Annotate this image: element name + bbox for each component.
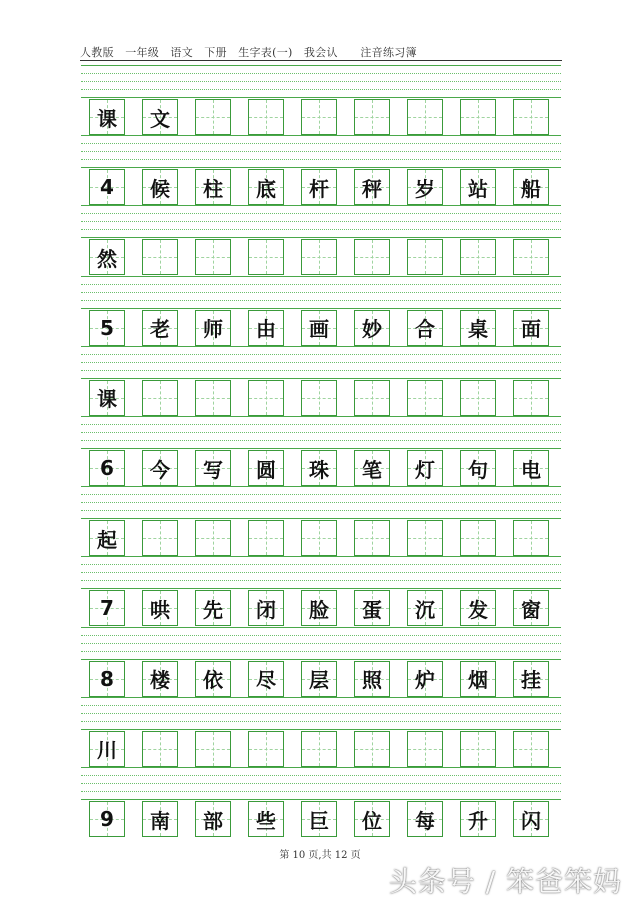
practice-row xyxy=(81,416,561,486)
tian-cell xyxy=(142,520,178,556)
lesson-number: 6 xyxy=(100,456,114,480)
tian-cell xyxy=(407,590,443,626)
character: 课 xyxy=(97,106,117,131)
tian-cell xyxy=(407,310,443,346)
pinyin-band xyxy=(81,346,561,378)
tian-cell xyxy=(301,801,337,837)
pinyin-band xyxy=(81,556,561,588)
tian-cell xyxy=(248,380,284,416)
tian-cell xyxy=(354,169,390,205)
tian-cell xyxy=(142,310,178,346)
tian-cell xyxy=(195,450,231,486)
tian-grid-row xyxy=(81,239,561,275)
character xyxy=(461,240,495,274)
tian-cell xyxy=(407,169,443,205)
character: 巨 xyxy=(309,808,329,833)
page-header: 人教版 一年级 语文 下册 生字表(一) 我会认 注音练习簿 xyxy=(80,46,417,59)
character: 珠 xyxy=(309,457,329,482)
tian-cell xyxy=(248,731,284,767)
tian-cell xyxy=(195,169,231,205)
lesson-number: 9 xyxy=(100,807,114,831)
practice-row xyxy=(81,486,561,556)
tian-grid-row xyxy=(81,661,561,697)
practice-row xyxy=(81,135,561,205)
character: 部 xyxy=(203,808,223,833)
character: 妙 xyxy=(362,317,382,342)
tian-cell xyxy=(142,801,178,837)
character: 候 xyxy=(150,176,170,201)
tian-cell xyxy=(195,99,231,135)
character xyxy=(143,381,177,415)
character xyxy=(143,240,177,274)
tian-cell xyxy=(248,661,284,697)
character: 桌 xyxy=(468,317,488,342)
character: 南 xyxy=(150,808,170,833)
character xyxy=(514,521,548,555)
tian-cell xyxy=(460,310,496,346)
practice-sheet xyxy=(81,65,561,845)
character: 楼 xyxy=(150,668,170,693)
character xyxy=(249,521,283,555)
character: 文 xyxy=(150,106,170,131)
tian-grid-row xyxy=(81,801,561,837)
tian-cell xyxy=(354,731,390,767)
tian-cell xyxy=(513,310,549,346)
tian-cell xyxy=(301,590,337,626)
character: 沉 xyxy=(415,597,435,622)
character: 底 xyxy=(256,176,276,201)
character: 窗 xyxy=(521,597,541,622)
tian-cell xyxy=(460,590,496,626)
character xyxy=(196,732,230,766)
pinyin-band xyxy=(81,416,561,448)
character xyxy=(196,240,230,274)
watermark: 头条号 / 笨爸笨妈 xyxy=(388,865,622,898)
character: 然 xyxy=(97,246,117,271)
character: 尽 xyxy=(256,668,276,693)
tian-cell xyxy=(301,380,337,416)
tian-cell xyxy=(513,731,549,767)
tian-cell xyxy=(354,380,390,416)
character xyxy=(249,732,283,766)
character: 站 xyxy=(468,176,488,201)
tian-grid-row xyxy=(81,590,561,626)
tian-cell xyxy=(142,169,178,205)
pinyin-band xyxy=(81,697,561,729)
character xyxy=(355,381,389,415)
tian-cell xyxy=(407,239,443,275)
tian-cell xyxy=(248,450,284,486)
character xyxy=(514,240,548,274)
tian-cell xyxy=(460,239,496,275)
lesson-number: 4 xyxy=(100,175,114,200)
tian-cell xyxy=(301,99,337,135)
practice-row xyxy=(81,276,561,346)
character xyxy=(461,732,495,766)
practice-row xyxy=(81,697,561,767)
tian-cell xyxy=(407,731,443,767)
character: 课 xyxy=(97,387,117,412)
tian-cell xyxy=(89,450,125,486)
character: 电 xyxy=(521,457,541,482)
tian-grid-row xyxy=(81,520,561,556)
pinyin-band xyxy=(81,486,561,518)
tian-cell xyxy=(513,520,549,556)
tian-cell xyxy=(407,520,443,556)
tian-cell xyxy=(248,520,284,556)
character xyxy=(461,100,495,134)
tian-cell xyxy=(248,99,284,135)
character: 依 xyxy=(203,668,223,693)
tian-cell xyxy=(248,169,284,205)
tian-grid-row xyxy=(81,731,561,767)
character xyxy=(249,381,283,415)
tian-cell xyxy=(248,590,284,626)
tian-cell xyxy=(89,380,125,416)
character: 脸 xyxy=(309,597,329,622)
tian-cell xyxy=(354,590,390,626)
tian-cell xyxy=(89,99,125,135)
tian-grid-row xyxy=(81,450,561,486)
character: 照 xyxy=(362,668,382,693)
tian-cell xyxy=(513,380,549,416)
character xyxy=(408,732,442,766)
character: 船 xyxy=(521,176,541,201)
tian-cell xyxy=(142,450,178,486)
tian-cell xyxy=(354,661,390,697)
tian-cell xyxy=(513,239,549,275)
tian-cell xyxy=(460,520,496,556)
character xyxy=(408,521,442,555)
character: 些 xyxy=(256,808,276,833)
tian-cell xyxy=(407,380,443,416)
character xyxy=(355,732,389,766)
practice-row xyxy=(81,346,561,416)
character: 闭 xyxy=(256,597,276,622)
character xyxy=(143,521,177,555)
character: 笔 xyxy=(362,457,382,482)
tian-cell xyxy=(195,310,231,346)
tian-cell xyxy=(460,380,496,416)
tian-cell xyxy=(195,239,231,275)
character: 画 xyxy=(309,317,329,342)
tian-cell xyxy=(301,310,337,346)
tian-cell xyxy=(89,520,125,556)
tian-cell xyxy=(407,450,443,486)
character xyxy=(514,732,548,766)
character: 位 xyxy=(362,808,382,833)
tian-cell xyxy=(89,590,125,626)
tian-cell xyxy=(354,239,390,275)
tian-grid-row xyxy=(81,310,561,346)
tian-cell xyxy=(407,661,443,697)
tian-cell xyxy=(142,731,178,767)
character: 炉 xyxy=(415,668,435,693)
tian-cell xyxy=(89,661,125,697)
tian-cell xyxy=(407,99,443,135)
character xyxy=(196,100,230,134)
character: 烟 xyxy=(468,668,488,693)
tian-cell xyxy=(301,520,337,556)
character xyxy=(355,521,389,555)
character: 哄 xyxy=(150,597,170,622)
tian-cell xyxy=(460,731,496,767)
header-rule xyxy=(80,60,562,61)
tian-cell xyxy=(89,310,125,346)
tian-cell xyxy=(142,99,178,135)
character: 秤 xyxy=(362,176,382,201)
tian-grid-row xyxy=(81,169,561,205)
tian-cell xyxy=(513,450,549,486)
character xyxy=(196,381,230,415)
pinyin-band xyxy=(81,135,561,167)
tian-cell xyxy=(513,99,549,135)
practice-row xyxy=(81,556,561,626)
tian-cell xyxy=(142,380,178,416)
practice-row xyxy=(81,627,561,697)
tian-cell xyxy=(248,310,284,346)
character: 灯 xyxy=(415,457,435,482)
tian-grid-row xyxy=(81,380,561,416)
tian-cell xyxy=(142,590,178,626)
character xyxy=(302,381,336,415)
character: 句 xyxy=(468,457,488,482)
tian-grid-row xyxy=(81,99,561,135)
pinyin-band xyxy=(81,65,561,97)
character xyxy=(302,521,336,555)
tian-cell xyxy=(89,731,125,767)
tian-cell xyxy=(195,661,231,697)
character: 师 xyxy=(203,317,223,342)
lesson-number: 5 xyxy=(100,315,114,340)
tian-cell xyxy=(460,99,496,135)
tian-cell xyxy=(248,239,284,275)
pinyin-band xyxy=(81,627,561,659)
tian-cell xyxy=(195,801,231,837)
practice-row xyxy=(81,205,561,275)
character xyxy=(302,100,336,134)
tian-cell xyxy=(195,731,231,767)
character xyxy=(302,240,336,274)
character xyxy=(408,240,442,274)
tian-cell xyxy=(301,661,337,697)
character xyxy=(461,381,495,415)
character xyxy=(461,521,495,555)
tian-cell xyxy=(89,801,125,837)
pinyin-band xyxy=(81,205,561,237)
tian-cell xyxy=(301,239,337,275)
tian-cell xyxy=(195,590,231,626)
tian-cell xyxy=(354,520,390,556)
character xyxy=(302,732,336,766)
character xyxy=(408,100,442,134)
character: 蛋 xyxy=(362,597,382,622)
tian-cell xyxy=(142,661,178,697)
tian-cell xyxy=(142,239,178,275)
character: 川 xyxy=(97,738,117,763)
character xyxy=(196,521,230,555)
tian-cell xyxy=(460,450,496,486)
character: 升 xyxy=(468,808,488,833)
character: 岁 xyxy=(415,176,435,201)
character: 起 xyxy=(97,527,117,552)
tian-cell xyxy=(301,731,337,767)
tian-cell xyxy=(354,310,390,346)
character xyxy=(143,732,177,766)
tian-cell xyxy=(301,450,337,486)
tian-cell xyxy=(460,801,496,837)
tian-cell xyxy=(460,661,496,697)
character: 先 xyxy=(203,597,223,622)
character xyxy=(408,381,442,415)
tian-cell xyxy=(354,801,390,837)
practice-row xyxy=(81,65,561,135)
tian-cell xyxy=(89,169,125,205)
pinyin-band xyxy=(81,276,561,308)
character: 今 xyxy=(150,457,170,482)
character xyxy=(514,381,548,415)
lesson-number: 8 xyxy=(100,666,114,691)
tian-cell xyxy=(513,801,549,837)
character: 杆 xyxy=(309,176,329,201)
character xyxy=(355,240,389,274)
character: 面 xyxy=(521,317,541,342)
pinyin-band xyxy=(81,767,561,799)
practice-row xyxy=(81,767,561,837)
character: 写 xyxy=(203,457,223,482)
tian-cell xyxy=(407,801,443,837)
page-number: 第 10 页,共 12 页 xyxy=(279,850,361,861)
character: 闪 xyxy=(521,808,541,833)
tian-cell xyxy=(513,169,549,205)
tian-cell xyxy=(301,169,337,205)
character xyxy=(514,100,548,134)
lesson-number: 7 xyxy=(100,596,114,621)
character: 圆 xyxy=(256,457,276,482)
character: 合 xyxy=(415,317,435,342)
character xyxy=(249,100,283,134)
character: 挂 xyxy=(521,668,541,693)
tian-cell xyxy=(354,99,390,135)
tian-cell xyxy=(513,590,549,626)
tian-cell xyxy=(195,520,231,556)
character: 柱 xyxy=(203,176,223,201)
character xyxy=(249,240,283,274)
tian-cell xyxy=(354,450,390,486)
character: 老 xyxy=(150,317,170,342)
tian-cell xyxy=(460,169,496,205)
character: 发 xyxy=(468,597,488,622)
character: 每 xyxy=(415,808,435,833)
tian-cell xyxy=(513,661,549,697)
tian-cell xyxy=(248,801,284,837)
character xyxy=(355,100,389,134)
tian-cell xyxy=(195,380,231,416)
character: 层 xyxy=(309,668,329,693)
character: 由 xyxy=(256,317,276,342)
tian-cell xyxy=(89,239,125,275)
